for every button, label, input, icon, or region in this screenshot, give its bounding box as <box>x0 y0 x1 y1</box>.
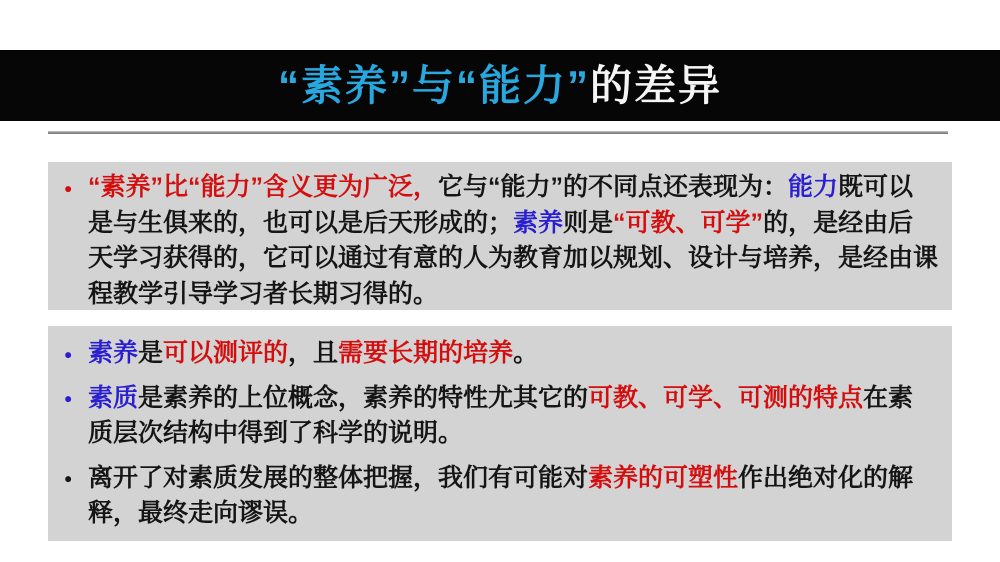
text-segment: 的，是经由后天学习获得的，它可以通过有意的人为教育加以规划、设计与培养，是经由课程教学引导学习者长期习得的。 <box>88 208 939 308</box>
points-box <box>48 326 952 541</box>
text-segment: 则是 <box>563 208 614 237</box>
bullet-icon: ● <box>64 471 73 487</box>
text-segment: 可教、可学、可测的特点 <box>588 383 864 412</box>
text-segment: ，且 <box>288 339 339 367</box>
text-segment: 素养的可塑性 <box>588 463 739 492</box>
text-segment: 它与“能力”的不同点还表现为： <box>438 173 789 201</box>
text-segment: 是素养的上位概念，素养的特性尤其它的 <box>138 383 589 412</box>
title-quoted-terms: “素养”与“能力” <box>277 61 590 109</box>
bullet-icon: ● <box>64 346 73 362</box>
title-bar <box>0 50 1000 121</box>
text-segment: 素养 <box>513 208 564 237</box>
title-suffix: 的差异 <box>590 61 723 109</box>
text-segment: 既可以是与生俱来的，也可以是后天形成的； <box>88 173 914 237</box>
bullet-paragraph <box>64 170 938 312</box>
text-segment: 是 <box>138 339 164 367</box>
text-segment: 作出绝对化的解释，最终走向谬误。 <box>88 463 914 527</box>
text-segment: 离开了对素质发展的整体把握，我们有可能对 <box>88 463 589 492</box>
definition-box <box>48 162 952 310</box>
text-segment: 素质 <box>88 383 139 412</box>
bullet-icon: ● <box>64 180 73 196</box>
divider-line <box>48 131 948 134</box>
bullet-icon: ● <box>64 391 73 407</box>
text-segment: 需要长期的培养 <box>338 339 514 367</box>
text-segment: 可以测评的 <box>163 339 289 367</box>
text-segment: “可教、可学” <box>613 208 764 237</box>
text-segment: 能力 <box>788 173 839 201</box>
text-segment: 。 <box>513 339 539 367</box>
bullet-paragraph <box>64 336 938 372</box>
text-segment: 在素质层次结构中得到了科学的说明。 <box>88 383 914 447</box>
bullet-paragraph <box>64 461 938 532</box>
page-title <box>277 61 723 109</box>
text-segment: 素养 <box>88 339 139 367</box>
text-segment: “素养”比“能力”含义更为广泛， <box>88 173 439 201</box>
bullet-paragraph <box>64 381 938 452</box>
